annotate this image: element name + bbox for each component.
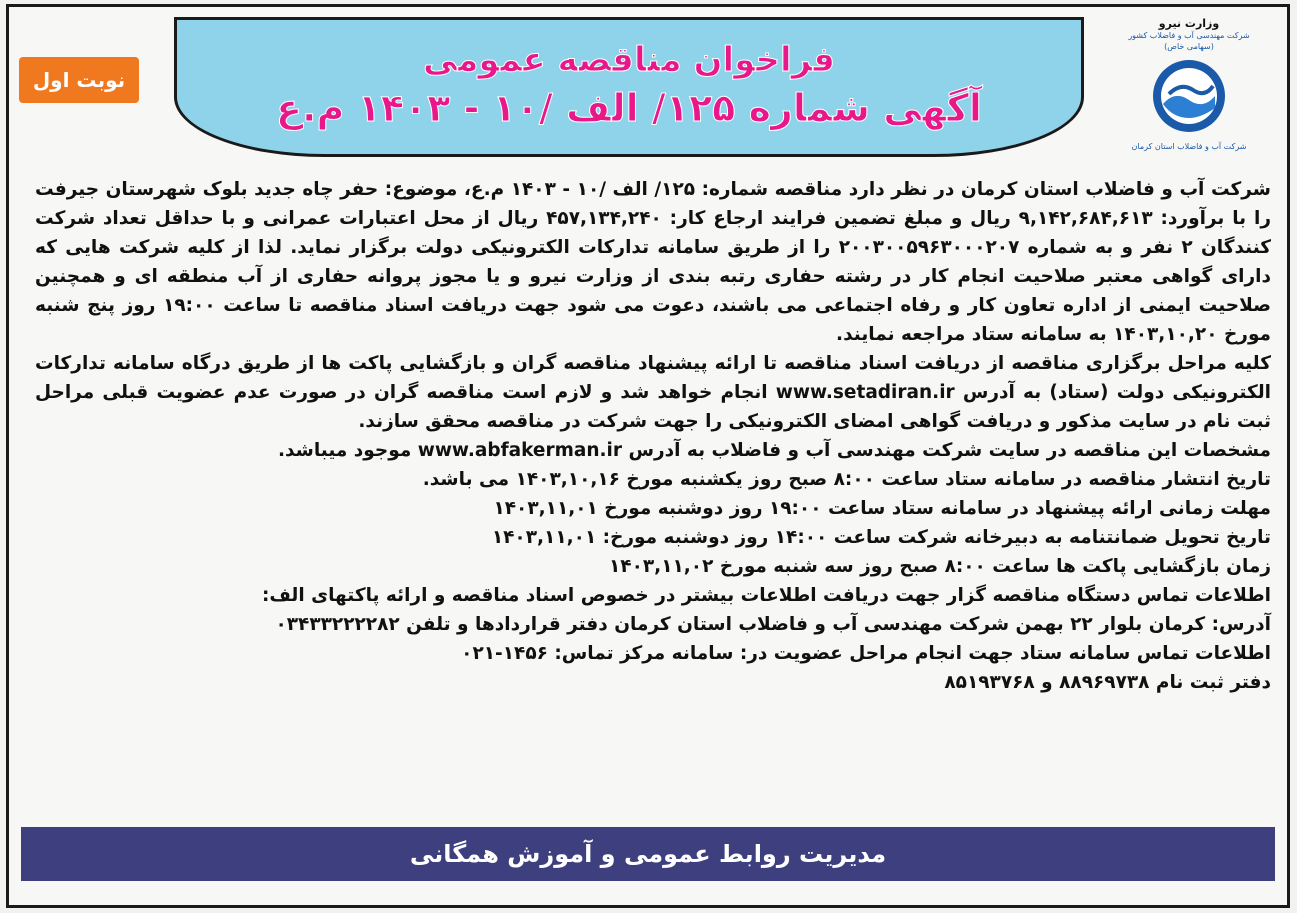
company-line1: شرکت مهندسی آب و فاضلاب کشور [1128,31,1250,40]
ministry-label: وزارت نیرو [1158,17,1220,30]
company-logo [1094,13,1284,163]
paragraph-guarantee-date: تاریخ تحویل ضمانتنامه به دبیرخانه شرکت ساعت ۱۴:۰۰ روز دوشنبه مورخ: ۱۴۰۳,۱۱,۰۱ [491,527,1271,548]
company-bottom-label: شرکت آب و فاضلاب استان کرمان [1131,142,1247,151]
paragraph-setad-contact: اطلاعات تماس سامانه ستاد جهت انجام مراحل عضویت در: سامانه مرکز تماس: ۱۴۵۶-۰۲۱ [461,643,1271,664]
footer-bar [21,827,1275,881]
paragraph-procedure: کلیه مراحل برگزاری مناقصه از دریافت اسناد مناقصه تا ارائه پیشنهاد مناقصه گران و بازگشایی پاکت ها از طریق درگاه سامانه تدارکات الکترونیکی دولت (ستاد) به آدرس www.setadiran.ir انجام خواهد شد و لازم است مناقصه گران در صورت عدم عضویت قبلی مراحل ثبت نام در سایت مذکور و دریافت گواهی امضای الکترونیکی را جهت شرکت در مناقصه محقق سازند. [35,353,1271,432]
page-subtitle: آگهی شماره ۱۲۵/ الف /۱۰ - ۱۴۰۳ م.ع [276,86,982,130]
announcement-body [35,175,1271,697]
paragraph-opening-date: زمان بازگشایی پاکت ها ساعت ۸:۰۰ صبح روز سه شنبه مورخ ۱۴۰۳,۱۱,۰۲ [609,556,1271,577]
paragraph-registration-office: دفتر ثبت نام ۸۸۹۶۹۷۳۸ و ۸۵۱۹۳۷۶۸ [944,672,1271,693]
paragraph-specs: مشخصات این مناقصه در سایت شرکت مهندسی آب و فاضلاب به آدرس www.abfakerman.ir موجود میباشد. [277,440,1271,461]
paragraph-main: شرکت آب و فاضلاب استان کرمان در نظر دارد مناقصه شماره: ۱۲۵/ الف /۱۰ - ۱۴۰۳ م.ع، موضوع: حفر چاه جدید بلوک شهرستان جیرفت را با برآورد: ۹,۱۴۲,۶۸۴,۶۱۳ ریال و مبلغ تضمین فرایند ارجاع کار: ۴۵۷,۱۳۴,۲۴۰ ریال از محل اعتبارات عمرانی و با حداقل تعداد شرکت کنندگان ۲ نفر و به شماره ۲۰۰۳۰۰۵۹۶۳۰۰۰۲۰۷ را از طریق سامانه تدارکات الکترونیکی دولت برگزار نماید. لذا از کلیه شرکت هایی که دارای گواهی معتبر صلاحیت انجام کار در رشته حفاری رتبه بندی از وزارت نیرو و یا مجوز پروانه حفاری از آب منطقه ای و همچنین صلاحیت ایمنی از اداره تعاون کار و رفاه اجتماعی می باشند، دعوت می شود جهت دریافت اسناد مناقصه تا ساعت ۱۹:۰۰ روز پنج شنبه مورخ ۱۴۰۳,۱۰,۲۰ به سامانه ستاد مراجعه نمایند. [35,179,1271,345]
round-tag [19,57,139,103]
paragraph-address: آدرس: کرمان بلوار ۲۲ بهمن شرکت مهندسی آب و فاضلاب استان کرمان دفتر قراردادها و تلفن ۰۳۴۳۳۲۲۲۲۸۲ [275,614,1271,635]
title-banner [174,17,1084,157]
round-tag-label: نوبت اول [32,68,126,92]
footer-label: مدیریت روابط عمومی و آموزش همگانی [409,840,887,868]
water-drop-icon [1149,56,1229,136]
paragraph-contact-heading: اطلاعات تماس دستگاه مناقصه گزار جهت دریافت اطلاعات بیشتر در خصوص اسناد مناقصه و ارائه پاکتهای الف: [262,585,1271,606]
paragraph-deadline: مهلت زمانی ارائه پیشنهاد در سامانه ستاد ساعت ۱۹:۰۰ روز دوشنبه مورخ ۱۴۰۳,۱۱,۰۱ [493,498,1271,519]
company-line2: (سهامی خاص) [1164,42,1214,51]
paragraph-publish-date: تاریخ انتشار مناقصه در سامانه ستاد ساعت ۸:۰۰ صبح روز یکشنبه مورخ ۱۴۰۳,۱۰,۱۶ می باشد. [422,469,1271,490]
page-title: فراخوان مناقصه عمومی [422,40,836,80]
advertisement-page [6,4,1290,908]
